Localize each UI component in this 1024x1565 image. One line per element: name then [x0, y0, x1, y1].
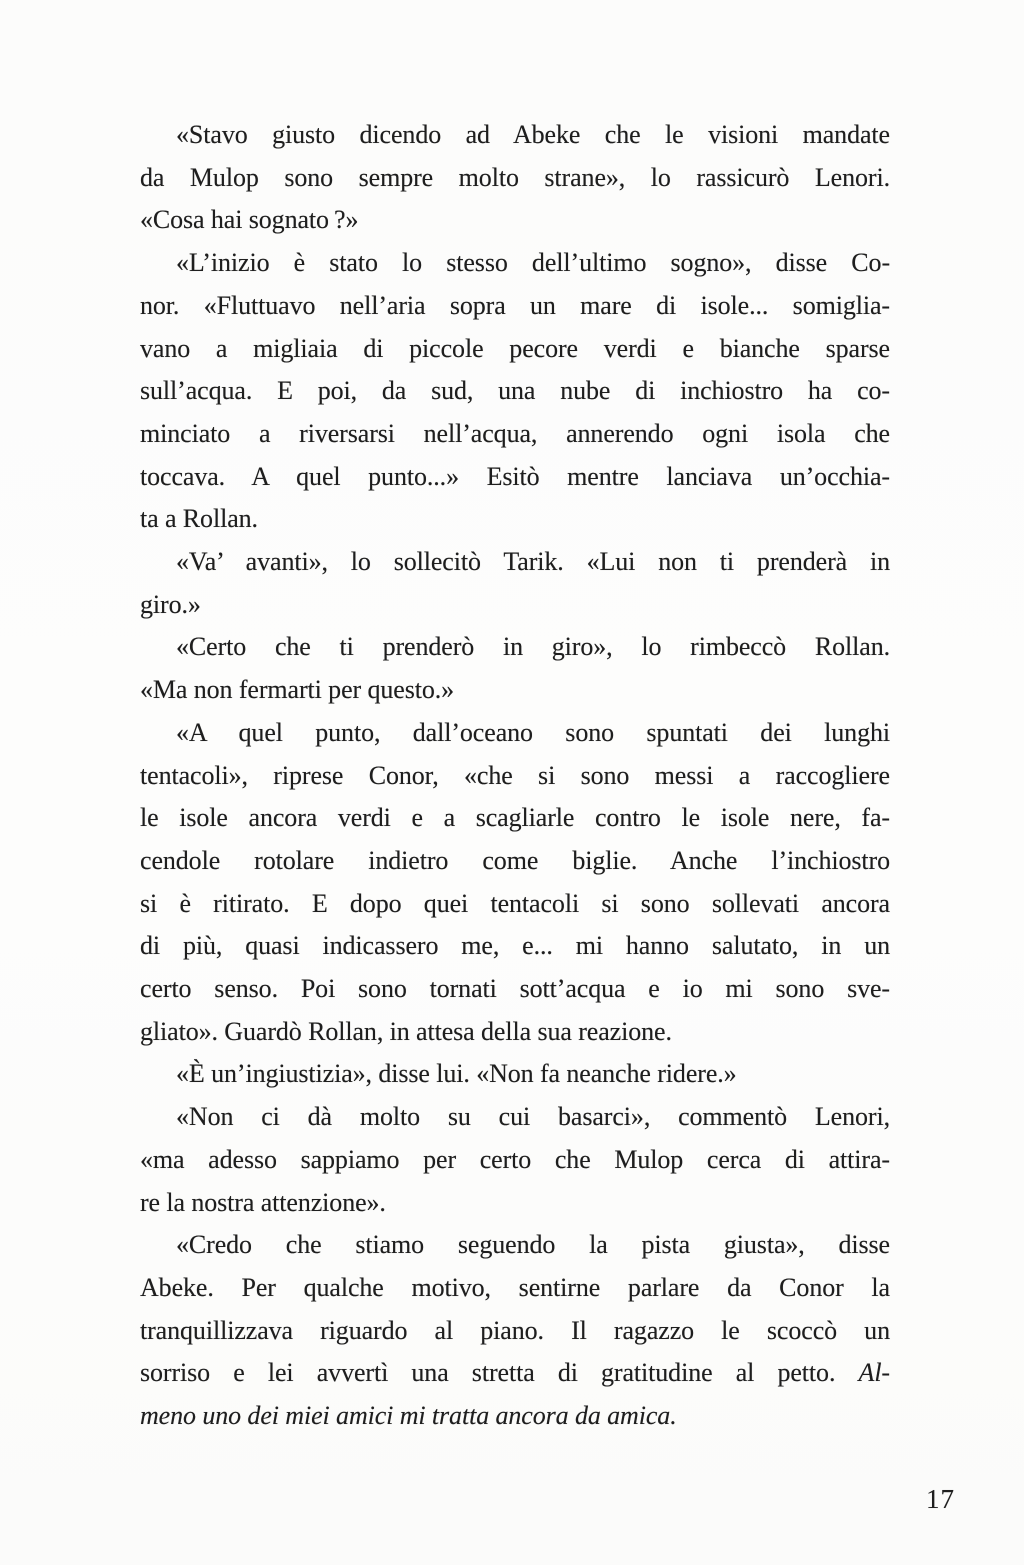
line-text: ta a Rollan. [140, 504, 258, 534]
text-line [140, 925, 890, 968]
text-line [140, 498, 890, 541]
line-text: certo senso. Poi sono tornati sott’acqua e io mi sono sve- [140, 974, 890, 1004]
line-text: «Cosa hai sognato ?» [140, 205, 359, 235]
text-line [140, 1011, 890, 1054]
line-text: «L’inizio è stato lo stesso dell’ultimo sogno», disse Co- [176, 248, 890, 278]
text-line [140, 968, 890, 1011]
line-text: «Ma non fermarti per questo.» [140, 675, 455, 705]
line-text: «ma adesso sappiamo per certo che Mulop cerca di attira- [140, 1144, 890, 1174]
line-text: «Stavo giusto dicendo ad Abeke che le visioni mandate [176, 120, 890, 149]
text-line [140, 413, 890, 456]
line-text: «Va’ avanti», lo sollecitò Tarik. «Lui non ti prenderà in [176, 547, 890, 577]
line-text: sull’acqua. E poi, da sud, una nube di inchiostro ha co- [140, 376, 890, 406]
text-line [140, 242, 890, 285]
text-line [140, 840, 890, 883]
text-line [140, 1182, 890, 1225]
line-text-italic: meno uno dei miei amici mi tratta ancora da amica. [140, 1401, 677, 1431]
text-line [140, 456, 890, 499]
text-line [140, 584, 890, 627]
line-text: di più, quasi indicassero me, e... mi hanno salutato, in un [140, 931, 890, 961]
line-text: toccava. A quel punto...» Esitò mentre lanciava un’occhia- [140, 461, 890, 491]
line-text: Abeke. Per qualche motivo, sentirne parlare da Conor la [140, 1272, 890, 1302]
line-text: giro.» [140, 589, 201, 619]
text-line [140, 541, 890, 584]
text-line [140, 1224, 890, 1267]
line-text: «È un’ingiustizia», disse lui. «Non fa neanche ridere.» [176, 1059, 737, 1089]
line-text: «A quel punto, dall’oceano sono spuntati dei lunghi [176, 717, 890, 747]
text-line [140, 199, 890, 242]
text-line [140, 669, 890, 712]
line-text: si è ritirato. E dopo quei tentacoli si sono sollevati ancora [140, 888, 890, 918]
text-line [140, 755, 890, 798]
text-line [140, 626, 890, 669]
text-line [140, 1352, 890, 1395]
line-text: tranquillizzava riguardo al piano. Il ragazzo le scoccò un [140, 1315, 890, 1345]
text-line [140, 1395, 890, 1438]
line-text: cendole rotolare indietro come biglie. Anche l’inchiostro [140, 845, 890, 875]
line-text-italic: Al- [858, 1358, 890, 1388]
text-line [140, 328, 890, 371]
text-line [140, 114, 890, 157]
line-text: «Credo che stiamo seguendo la pista giusta», disse [176, 1230, 890, 1260]
line-text: gliato». Guardò Rollan, in attesa della sua reazione. [140, 1016, 672, 1046]
page-number: 17 [926, 1484, 955, 1514]
line-text: «Certo che ti prenderò in giro», lo rimbeccò Rollan. [176, 632, 890, 662]
text-line [140, 157, 890, 200]
line-text: minciato a riversarsi nell’acqua, annerendo ogni isola che [140, 418, 890, 448]
text-line [140, 883, 890, 926]
line-text: «Non ci dà molto su cui basarci», commentò Lenori, [176, 1102, 890, 1132]
line-text: nor. «Fluttuavo nell’aria sopra un mare di isole... somiglia- [140, 290, 890, 320]
line-text: vano a migliaia di piccole pecore verdi e bianche sparse [140, 333, 890, 363]
line-text: tentacoli», riprese Conor, «che si sono messi a raccogliere [140, 760, 890, 790]
line-text: da Mulop sono sempre molto strane», lo rassicurò Lenori. [140, 162, 890, 192]
line-text: sorriso e lei avvertì una stretta di gratitudine al petto. [140, 1358, 859, 1388]
text-line [140, 1139, 890, 1182]
text-line [140, 370, 890, 413]
text-line [140, 1096, 890, 1139]
text-line [140, 1053, 890, 1096]
text-line [140, 797, 890, 840]
page-text [140, 114, 890, 1438]
line-text: le isole ancora verdi e a scagliarle contro le isole nere, fa- [140, 803, 890, 833]
line-text: re la nostra attenzione». [140, 1187, 386, 1217]
text-line [140, 712, 890, 755]
text-line [140, 285, 890, 328]
text-line [140, 1310, 890, 1353]
text-line [140, 1267, 890, 1310]
